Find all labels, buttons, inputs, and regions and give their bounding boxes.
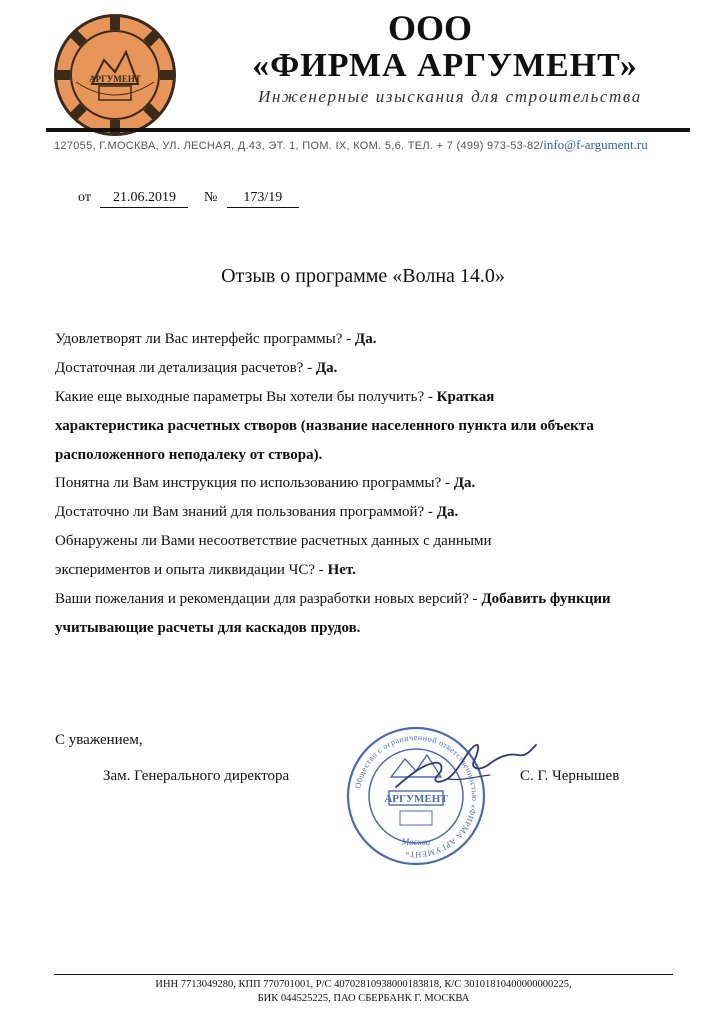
answer-text: расположенного неподалеку от створа).	[55, 446, 323, 463]
footer-rule	[54, 974, 673, 975]
company-logo	[52, 12, 178, 138]
company-tagline: Инженерные изыскания для строительства	[258, 87, 642, 106]
stamp-ring-text: Общество с ограниченной ответственностью «ФИРМА АРГУМЕНТ»	[353, 732, 480, 860]
question-text: экспериментов и опыта ликвидации ЧС? -	[55, 562, 328, 579]
signer-name: С. Г. Чернышев	[520, 768, 620, 784]
stamp-city: Москва	[401, 837, 431, 847]
letter-date: 21.06.2019	[100, 189, 188, 208]
question-text: Ваши пожелания и рекомендации для разработки новых версий? -	[55, 591, 482, 608]
handwritten-signature	[390, 735, 540, 805]
questionnaire-line	[55, 469, 695, 498]
logo-text: АРГУМЕНТ	[89, 74, 141, 84]
answer-text: Да.	[436, 504, 459, 521]
questionnaire-line	[55, 527, 695, 556]
document-title: Отзыв о программе «Волна 14.0»	[221, 265, 505, 287]
closing-phrase: С уважением,	[55, 732, 143, 748]
address-text: 127055, Г.МОСКВА, УЛ. ЛЕСНАЯ, Д.43, ЭТ. 1, ПОМ. IX, КОМ. 5,6. ТЕЛ. + 7 (499) 973-53-82/	[54, 140, 544, 152]
questionnaire-line	[55, 354, 695, 383]
question-text: Достаточно ли Вам знаний для пользования программой? -	[55, 504, 437, 521]
answer-text: Да.	[315, 359, 338, 376]
company-address	[54, 137, 694, 154]
answer-text: учитывающие расчеты для каскадов прудов.	[55, 619, 361, 636]
answer-text: Добавить функции	[481, 591, 611, 608]
questionnaire-line	[55, 498, 695, 527]
questionnaire-line	[55, 383, 695, 412]
question-text: Обнаружены ли Вами несоответствие расчетных данных с данными	[55, 533, 492, 550]
question-text: Удовлетворят ли Вас интерфейс программы? -	[55, 331, 355, 347]
email-link[interactable]: info@f-argument.ru	[543, 137, 648, 152]
question-text: Достаточная ли детализация расчетов? -	[55, 359, 316, 376]
question-text: Понятна ли Вам инструкция по использованию программы? -	[55, 475, 454, 492]
answer-text: Да.	[354, 331, 377, 347]
footer-bank-name: БИК 044525225, ПАО СБЕРБАНК Г. МОСКВА	[257, 993, 470, 1004]
answer-text: характеристика расчетных створов (название населенного пункта или объекта	[55, 417, 594, 434]
questionnaire-line	[55, 412, 695, 441]
questionnaire-line	[55, 556, 695, 585]
stamp-center-text: АРГУМЕНТ	[384, 793, 448, 805]
org-form: ООО	[387, 8, 472, 48]
answer-text: Краткая	[436, 388, 495, 405]
questionnaire-line	[55, 614, 695, 643]
questionnaire-line	[55, 441, 695, 470]
question-text: Какие еще выходные параметры Вы хотели бы получить? -	[55, 388, 437, 405]
answer-text: Да.	[453, 475, 476, 492]
answer-text: Нет.	[327, 562, 356, 579]
questionnaire-line	[55, 325, 695, 354]
questionnaire-line	[55, 585, 695, 614]
header-rule	[46, 128, 690, 132]
questionnaire	[55, 325, 695, 643]
number-label: №	[203, 190, 218, 205]
letter-reference	[78, 189, 299, 208]
company-name: «ФИРМА АРГУМЕНТ»	[252, 47, 638, 84]
footer-bank-details: ИНН 7713049280, КПП 770701001, Р/С 40702810938000183818, К/С 30101810400000000225,	[155, 979, 572, 990]
signer-position: Зам. Генерального директора	[103, 768, 290, 784]
date-label: от	[78, 190, 91, 205]
letter-number: 173/19	[227, 189, 299, 208]
